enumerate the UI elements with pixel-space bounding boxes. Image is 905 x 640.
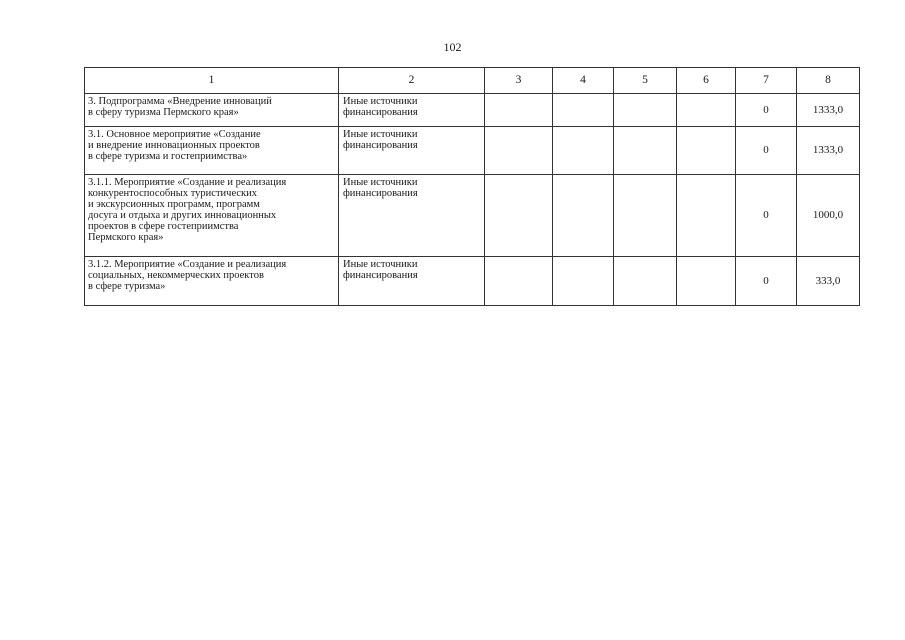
table-row [85, 175, 860, 257]
cell-col-7: 0 [736, 94, 797, 127]
column-header-2: 2 [339, 68, 485, 94]
cell-col-6 [677, 127, 736, 175]
row-description [85, 257, 339, 306]
funding-source [339, 257, 485, 306]
source-line: финансирования [343, 140, 418, 151]
column-header-1: 1 [85, 68, 339, 94]
description-line: досуга и отдыха и других инновационных [88, 210, 277, 221]
row-description [85, 175, 339, 257]
description-line: 3.1.1. Мероприятие «Создание и реализация [88, 177, 287, 188]
description-line: в сфере туризма и гостеприимства» [88, 151, 248, 162]
cell-col-6 [677, 175, 736, 257]
description-line: 3.1. Основное мероприятие «Создание [88, 129, 261, 140]
table-header-row [85, 68, 860, 94]
cell-col-7: 0 [736, 175, 797, 257]
source-line: финансирования [343, 270, 418, 281]
column-header-8: 8 [797, 68, 860, 94]
cell-col-5 [614, 175, 677, 257]
cell-col-7: 0 [736, 257, 797, 306]
column-header-4: 4 [553, 68, 614, 94]
cell-col-4 [553, 127, 614, 175]
description-line: конкурентоспособных туристических [88, 188, 257, 199]
source-line: Иные источники [343, 177, 418, 188]
description-line: в сфере туризма» [88, 281, 166, 292]
table-row [85, 257, 860, 306]
column-header-6: 6 [677, 68, 736, 94]
row-description [85, 127, 339, 175]
cell-col-5 [614, 257, 677, 306]
funding-source [339, 175, 485, 257]
cell-col-8: 333,0 [797, 257, 860, 306]
cell-col-4 [553, 175, 614, 257]
cell-col-6 [677, 94, 736, 127]
cell-col-3 [485, 94, 553, 127]
cell-col-4 [553, 94, 614, 127]
cell-col-3 [485, 257, 553, 306]
cell-col-5 [614, 127, 677, 175]
cell-col-8: 1333,0 [797, 94, 860, 127]
source-line: Иные источники [343, 259, 418, 270]
row-description [85, 94, 339, 127]
source-line: финансирования [343, 188, 418, 199]
description-line: социальных, некоммерческих проектов [88, 270, 264, 281]
description-line: в сферу туризма Пермского края» [88, 107, 239, 118]
funding-source [339, 94, 485, 127]
cell-col-3 [485, 175, 553, 257]
cell-col-7: 0 [736, 127, 797, 175]
financing-table [84, 67, 860, 306]
column-header-7: 7 [736, 68, 797, 94]
cell-col-3 [485, 127, 553, 175]
description-line: Пермского края» [88, 232, 164, 243]
description-line: проектов в сфере гостеприимства [88, 221, 239, 232]
cell-col-8: 1333,0 [797, 127, 860, 175]
cell-col-8: 1000,0 [797, 175, 860, 257]
source-line: финансирования [343, 107, 418, 118]
cell-col-5 [614, 94, 677, 127]
page-number: 102 [443, 40, 462, 54]
source-line: Иные источники [343, 96, 418, 107]
description-line: и внедрение инновационных проектов [88, 140, 260, 151]
description-line: 3.1.2. Мероприятие «Создание и реализация [88, 259, 287, 270]
source-line: Иные источники [343, 129, 418, 140]
cell-col-4 [553, 257, 614, 306]
table-row [85, 127, 860, 175]
funding-source [339, 127, 485, 175]
description-line: 3. Подпрограмма «Внедрение инноваций [88, 96, 272, 107]
column-header-5: 5 [614, 68, 677, 94]
column-header-3: 3 [485, 68, 553, 94]
cell-col-6 [677, 257, 736, 306]
description-line: и экскурсионных программ, программ [88, 199, 260, 210]
table-row [85, 94, 860, 127]
